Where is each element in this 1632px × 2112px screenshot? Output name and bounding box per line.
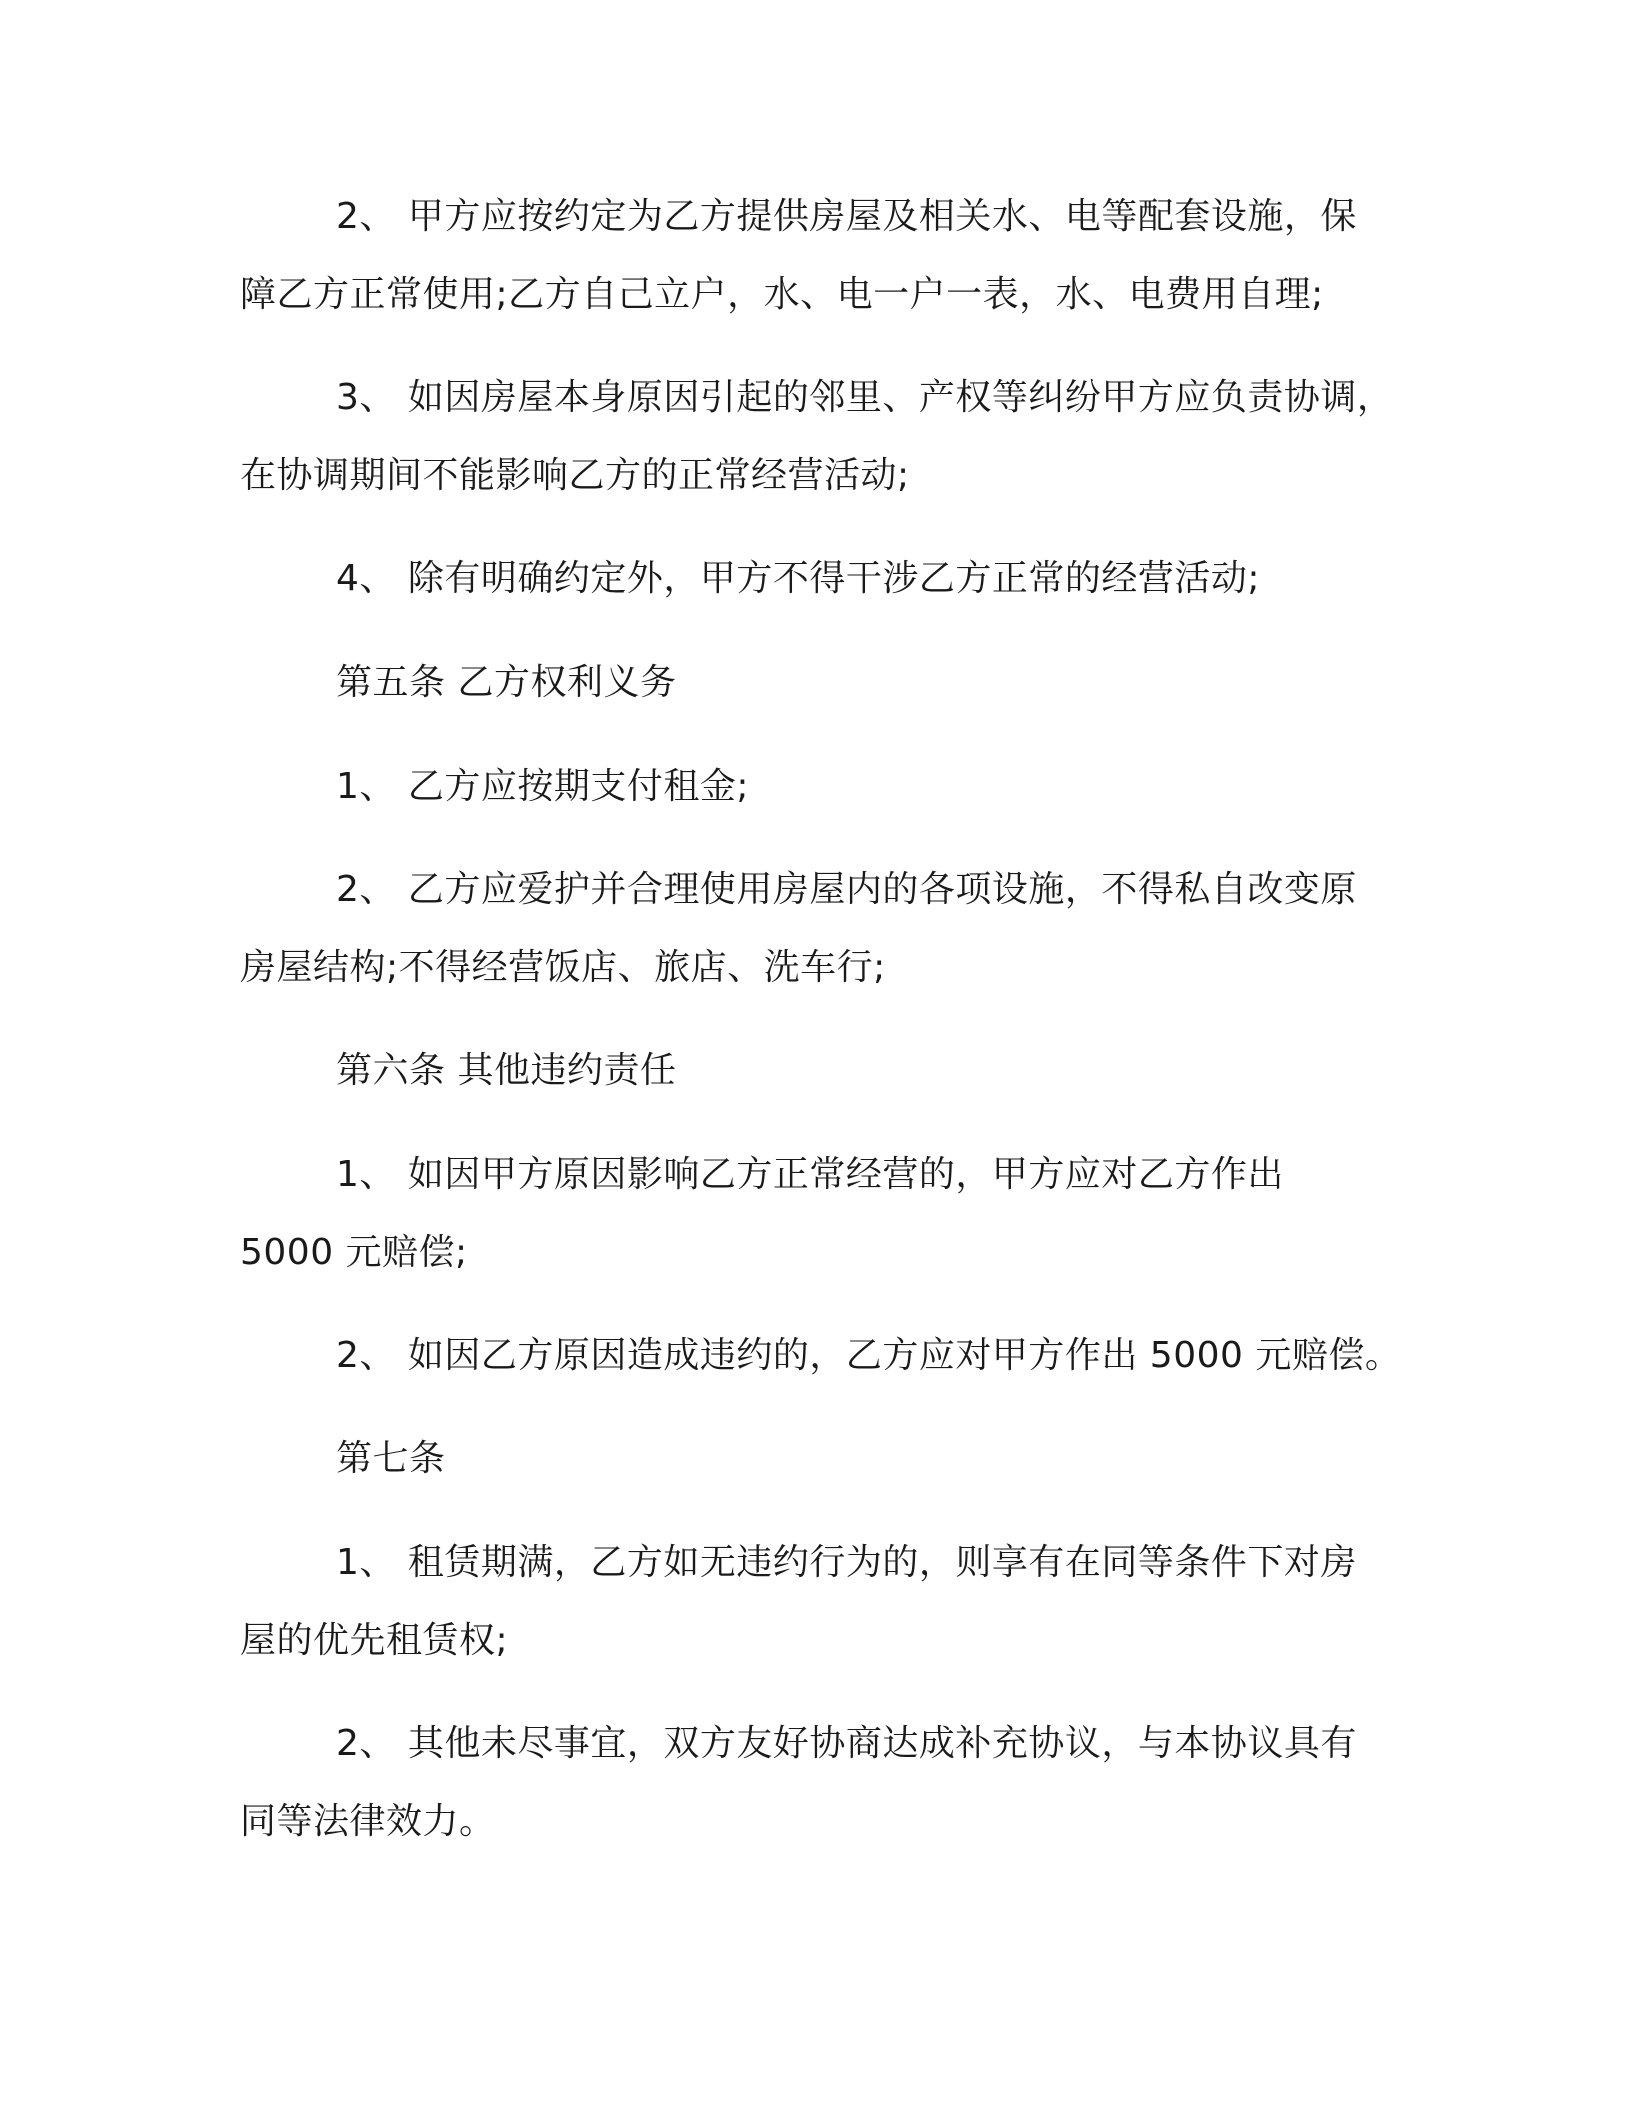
section-heading-article-7 (240, 1420, 1390, 1498)
heading-line: 第七条 (336, 1438, 446, 1479)
paragraph-line: 2、 甲方应按约定为乙方提供房屋及相关水、电等配套设施，保 (336, 196, 1357, 237)
paragraph-line: 同等法律效力。 (240, 1801, 496, 1842)
paragraph-clause-5-item-1 (240, 748, 1390, 826)
paragraph-line: 2、 乙方应爱护并合理使用房屋内的各项设施，不得私自改变原 (336, 869, 1357, 910)
paragraph-clause-4-item-4 (240, 540, 1390, 618)
paragraph-clause-5-item-2 (240, 851, 1390, 1007)
paragraph-clause-7-item-1 (240, 1524, 1390, 1680)
paragraph-line: 在协调期间不能影响乙方的正常经营活动; (240, 455, 910, 496)
paragraph-line: 1、 乙方应按期支付租金; (336, 766, 749, 807)
paragraph-clause-7-item-2 (240, 1705, 1390, 1861)
paragraph-line: 2、 如因乙方原因造成违约的，乙方应对甲方作出 5000 元赔偿。 (336, 1335, 1402, 1376)
paragraph-line: 房屋结构;不得经营饭店、旅店、洗车行; (240, 947, 886, 988)
heading-line: 第五条 乙方权利义务 (336, 662, 677, 703)
paragraph-line: 2、 其他未尽事宜，双方友好协商达成补充协议，与本协议具有 (336, 1723, 1357, 1764)
paragraph-line: 3、 如因房屋本身原因引起的邻里、产权等纠纷甲方应负责协调， (336, 377, 1394, 418)
heading-line: 第六条 其他违约责任 (336, 1050, 677, 1091)
paragraph-line: 1、 租赁期满，乙方如无违约行为的，则享有在同等条件下对房 (336, 1542, 1357, 1583)
paragraph-clause-6-item-2 (240, 1317, 1402, 1395)
paragraph-line: 1、 如因甲方原因影响乙方正常经营的，甲方应对乙方作出 (336, 1154, 1284, 1195)
paragraph-clause-4-item-2 (240, 178, 1390, 334)
paragraph-line: 屋的优先租赁权; (240, 1620, 509, 1661)
paragraph-line: 5000 元赔偿; (240, 1232, 468, 1273)
paragraph-clause-6-item-1 (240, 1136, 1390, 1292)
section-heading-article-5 (240, 644, 1390, 722)
paragraph-clause-4-item-3 (240, 359, 1394, 515)
paragraph-line: 4、 除有明确约定外，甲方不得干涉乙方正常的经营活动; (336, 558, 1260, 599)
paragraph-line: 障乙方正常使用;乙方自己立户，水、电一户一表，水、电费用自理; (240, 274, 1324, 315)
section-heading-article-6 (240, 1032, 1390, 1110)
